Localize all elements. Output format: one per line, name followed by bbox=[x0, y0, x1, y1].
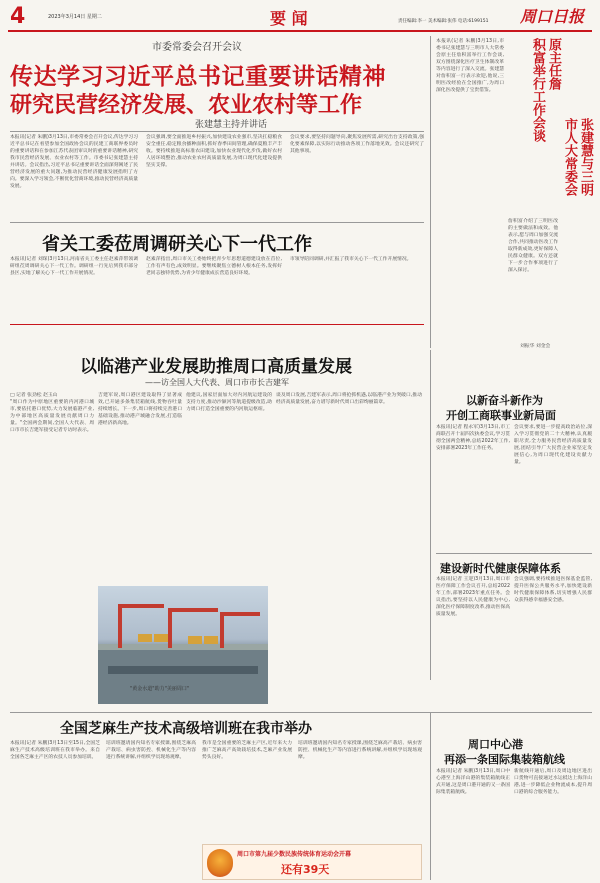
story4-title-line2: 开创工商联事业新局面 bbox=[446, 409, 556, 422]
bottom-rule bbox=[10, 712, 592, 713]
masthead: 周口日报 bbox=[520, 7, 585, 26]
story7-title-line1: 周口中心港 bbox=[468, 738, 523, 751]
story3-title: 以临港产业发展助推周口高质量发展 bbox=[80, 357, 352, 377]
side-byline: 刘振华 刘金会 bbox=[520, 344, 551, 349]
header-rule bbox=[8, 30, 592, 32]
lead-byline: 张建慧主持并讲话 bbox=[195, 120, 268, 130]
story2-title: 省关工委莅周调研关心下一代工作 bbox=[42, 234, 312, 255]
ad-countdown: 还有39天 bbox=[281, 863, 330, 876]
story6-title: 全国芝麻生产技术高级培训班在我市举办 bbox=[60, 721, 312, 737]
story5-col-1: 本报讯(记者 王迎)3月13日,周口市医疗保障工作会议召开,总结2022年工作,部署2023年重点任务。会议指出,要坚持以人民健康为中心,深化医疗保障制度改革,推动医保高质量发展。 bbox=[436, 577, 510, 617]
story2-top-rule bbox=[10, 222, 424, 223]
lead-kicker: 市委常委会召开会议 bbox=[152, 42, 242, 53]
story5-col-2: 会议强调,要持续推进医保基金监管,提升医保公共服务水平,加快建设新时代健康保障体系,切实增强人民群众获得感幸福感安全感。 bbox=[514, 577, 592, 603]
lead-title-line2: 研究民营经济发展、农业农村等工作 bbox=[10, 93, 363, 118]
date-line: 2023年3月14日 星期二 bbox=[48, 14, 102, 20]
story6-col-2: 培训班邀请国内知名专家授课,围绕芝麻高产栽培、病虫害防控、机械化生产等内容进行系统讲解,并组织学员现场观摩。 bbox=[106, 741, 196, 760]
section-title: 要 闻 bbox=[270, 9, 308, 28]
side-headline-3: 原主任詹 bbox=[546, 38, 561, 90]
story2-col-1: 本报讯(记者 刘琛)3月13日,河南省关工委主任赵素萍带领调研组莅周调研关心下一代工作。调研组一行先后到我市部分县区,实地了解关心下一代工作开展情况。 bbox=[10, 257, 138, 276]
story6-col-3: 我市是全国重要的芝麻主产区,近年来大力推广芝麻高产高效栽培技术,芝麻产业发展势头良好。 bbox=[202, 741, 292, 760]
story3-col-1: □ 记者 张劲松 赵玉山 "周口作为中原地区重要的内河港口城市,要依托港口优势,大力发展临港产业,为中部地区高质量发展贡献周口力量。"全国两会期间,全国人大代表、周口市市长吉建军接受记者专访时表示。 bbox=[10, 393, 94, 433]
lead-col-1: 本报讯(记者 朱鹏)3月13日,市委常委会召开会议,传达学习习近平总书记在看望参加全国政协会议的民建工商联界委员时的重要讲话和在参加江苏代表团审议时的重要讲话精神,研究我市民营经济发展、农业农村等工作。市委书记张建慧主持并讲话。会议指出,习近平总书记重要讲话全面深刻阐述了民营经济发展的重大问题,为推动民营经济健康发展指明了方向。要深入学习领会,不断优化营商环境,推动民营经济高质量发展。 bbox=[10, 135, 138, 189]
story2-col-2: 赵素萍指出,周口市关工委始终把青少年思想道德建设放在首位,工作有声有色,成效明显。要继续聚焦立德树人根本任务,发挥好老同志独特优势,为青少年健康成长营造良好环境。 bbox=[146, 257, 282, 276]
story7-col-1: 本报讯(记者 朱鹏)3月13日,周口中心港至上海洋山港的集装箱航线正式开通,这是周口港开通的又一条国际集装箱航线。 bbox=[436, 769, 510, 795]
side-headline-4: 积富举行工作会谈 bbox=[530, 38, 545, 142]
lead-title-line1: 传达学习习近平总书记重要讲话精神 bbox=[10, 64, 386, 90]
story6-col-4: 培训班邀请国内知名专家授课,围绕芝麻高产栽培、病虫害防控、机械化生产等内容进行系统讲解,并组织学员现场观摩。 bbox=[298, 741, 422, 760]
ad-figure bbox=[207, 849, 233, 877]
sports-meet-ad bbox=[202, 844, 422, 880]
story7-col-2: 新航线开通后,周口及周边地区进出口货物可直接通过水运抵达上海洋山港,进一步降低企业物流成本,提升周口港的综合服务能力。 bbox=[514, 769, 592, 795]
right-column-divider bbox=[430, 36, 431, 348]
story5-title: 建设新时代健康保障体系 bbox=[440, 562, 561, 575]
story3-col-4: 谈及周口发展,吉建军表示,周口将抢抓机遇,以临港产业为突破口,推动经济高质量发展,奋力谱写新时代周口出彩绚丽篇章。 bbox=[276, 393, 422, 405]
story7-title-line2: 再添一条国际集装箱航线 bbox=[444, 753, 565, 766]
story6-col-1: 本报讯(记者 朱鹏)3月13日至15日,全国芝麻生产技术高级培训班在我市举办。来自全国各芝麻主产区的农技人员参加培训。 bbox=[10, 741, 100, 760]
lead-col-3: 会议要求,要坚持问题导向,聚焦发展所需,研究出台支持政策,强化要素保障,以实际行动推动各项工作落地见效。会议还研究了其他事项。 bbox=[290, 135, 424, 154]
photo-caption: "黄金水道"助力"美丽周口" bbox=[130, 686, 190, 692]
bottom-right-divider bbox=[430, 712, 431, 880]
side-headline-2: 市人大常委会 bbox=[562, 118, 577, 196]
story3-col-2: 吉建军说,周口港区建设取得了显著成效,已开通多条集装箱航线,货物吞吐量持续增长。下一步,周口将持续完善港口基础设施,推动港产城融合发展,打造临港经济新高地。 bbox=[98, 393, 182, 426]
right-lower-divider bbox=[430, 350, 431, 680]
editor-line: 责任编辑:李一 美术编辑:张伟 电话:6199151 bbox=[398, 19, 489, 24]
story2-col-3: 市领导陪同调研,并汇报了我市关心下一代工作开展情况。 bbox=[290, 257, 412, 262]
story3-subtitle: ——访全国人大代表、周口市市长吉建军 bbox=[145, 378, 289, 387]
story4-title-line1: 以新奋斗新作为 bbox=[466, 394, 543, 407]
mid-rule bbox=[10, 324, 424, 325]
story5-top-rule bbox=[436, 553, 592, 554]
side-col-1: 本报讯(记者 朱鹏)3月13日,市委书记张建慧与三明市人大常委会原主任詹积富举行工作会谈,双方围绕深化医疗卫生体制改革等内容进行了深入交流。张建慧对詹积富一行表示欢迎,他说,三明医改经验在全国推广,为周口深化医改提供了宝贵借鉴。 bbox=[436, 39, 504, 93]
lead-divider bbox=[10, 131, 424, 132]
page-number: 4 bbox=[10, 4, 26, 29]
side-headline-1: 张建慧与三明 bbox=[578, 118, 593, 196]
story4-col-2: 会议要求,要进一步提高政治站位,深入学习贯彻党的二十大精神,认真履职尽责,全力服务民营经济高质量发展,团结引导广大民营企业家坚定发展信心,为周口现代化建设贡献力量。 bbox=[514, 425, 592, 465]
ad-headline: 周口市第九届少数民族传统体育运动会开幕 bbox=[237, 851, 352, 858]
story3-col-3: 他建议,国家层面加大对内河航运建设的支持力度,推动沙颍河等航道提级改造,助力周口打造全国重要的内河航运枢纽。 bbox=[186, 393, 272, 412]
side-col-2: 詹积富介绍了三明医改的主要做法和成效。他表示,愿与周口加强交流合作,共同推动医改工作取得新成效,更好保障人民群众健康。双方还就下一步合作事项进行了深入探讨。 bbox=[508, 219, 558, 273]
lead-col-2: 会议强调,要全面推进乡村振兴,加快建设农业强市,坚决扛稳粮食安全重任,稳定粮食播种面积,抓好春季田间管理,确保夏粮丰产丰收。要持续推进高标准农田建设,加快农业现代化步伐,做好农村人居环境整治,推动农业农村高质量发展,为周口现代化建设提供坚实支撑。 bbox=[146, 135, 282, 168]
story4-col-1: 本报讯(记者 程永军)3月13日,市工商联召开十届四次执委会议,学习贯彻全国两会精神,总结2022年工作,安排部署2023年工作任务。 bbox=[436, 425, 510, 451]
